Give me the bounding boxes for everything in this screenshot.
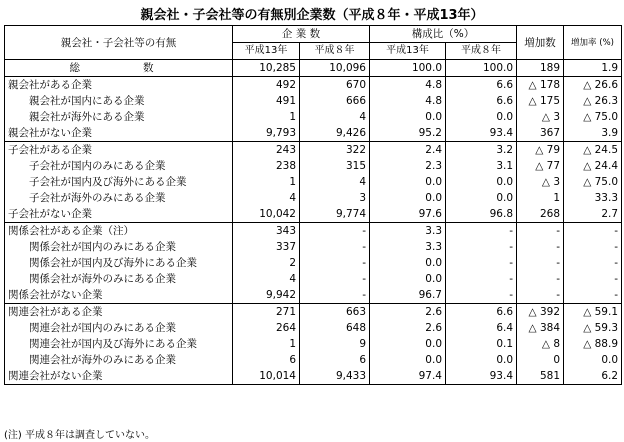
cell-count-h8: - xyxy=(300,271,370,287)
row-label: 関連会社が国内及び海外にある企業 xyxy=(5,336,233,352)
cell-ratio-h13: 0.0 xyxy=(370,109,446,125)
cell-ratio-h8: 3.1 xyxy=(446,158,517,174)
cell-ratio-h8: 96.8 xyxy=(446,206,517,223)
header-companies-h8: 平成８年 xyxy=(300,43,370,60)
cell-count-h13: 343 xyxy=(233,223,300,240)
cell-rate: △ 88.9 xyxy=(564,336,622,352)
table-row xyxy=(5,93,622,109)
cell-ratio-h8: 6.6 xyxy=(446,93,517,109)
cell-count-h8: 10,096 xyxy=(300,60,370,77)
cell-ratio-h8: - xyxy=(446,271,517,287)
cell-ratio-h8: 0.0 xyxy=(446,190,517,206)
enterprise-table xyxy=(4,25,622,385)
cell-increase: 581 xyxy=(517,368,564,385)
header-ratio-h13: 平成13年 xyxy=(370,43,446,60)
cell-rate: △ 75.0 xyxy=(564,174,622,190)
cell-increase: △ 79 xyxy=(517,142,564,159)
header-companies: 企 業 数 xyxy=(233,26,370,43)
cell-ratio-h13: 0.0 xyxy=(370,255,446,271)
cell-ratio-h8: 6.6 xyxy=(446,77,517,94)
row-label: 親会社がある企業 xyxy=(5,77,233,94)
cell-rate: △ 75.0 xyxy=(564,109,622,125)
cell-ratio-h13: 0.0 xyxy=(370,336,446,352)
cell-ratio-h8: - xyxy=(446,239,517,255)
cell-increase: △ 8 xyxy=(517,336,564,352)
table-row xyxy=(5,368,622,385)
cell-count-h13: 337 xyxy=(233,239,300,255)
table-row xyxy=(5,352,622,368)
cell-ratio-h13: 96.7 xyxy=(370,287,446,304)
row-label: 親会社が海外にある企業 xyxy=(5,109,233,125)
table-row xyxy=(5,287,622,304)
footnote: (注) 平成８年は調査していない。 xyxy=(4,430,155,441)
cell-rate: 33.3 xyxy=(564,190,622,206)
cell-ratio-h13: 4.8 xyxy=(370,93,446,109)
row-label: 親会社がない企業 xyxy=(5,125,233,142)
cell-count-h8: 4 xyxy=(300,174,370,190)
cell-increase: △ 3 xyxy=(517,109,564,125)
cell-rate: △ 26.6 xyxy=(564,77,622,94)
cell-count-h13: 491 xyxy=(233,93,300,109)
cell-rate: 2.7 xyxy=(564,206,622,223)
row-label: 子会社が海外のみにある企業 xyxy=(5,190,233,206)
header-ratio-h8: 平成８年 xyxy=(446,43,517,60)
cell-count-h13: 9,942 xyxy=(233,287,300,304)
cell-count-h13: 271 xyxy=(233,304,300,321)
cell-rate: △ 24.4 xyxy=(564,158,622,174)
cell-rate: 1.9 xyxy=(564,60,622,77)
cell-ratio-h13: 0.0 xyxy=(370,271,446,287)
row-label: 関連会社が国内のみにある企業 xyxy=(5,320,233,336)
cell-ratio-h13: 3.3 xyxy=(370,239,446,255)
cell-ratio-h13: 95.2 xyxy=(370,125,446,142)
cell-rate: △ 59.1 xyxy=(564,304,622,321)
row-label: 関係会社がない企業 xyxy=(5,287,233,304)
header-category: 親会社・子会社等の有無 xyxy=(5,26,233,60)
cell-count-h13: 10,042 xyxy=(233,206,300,223)
cell-ratio-h13: 97.6 xyxy=(370,206,446,223)
table-row xyxy=(5,255,622,271)
table-row xyxy=(5,190,622,206)
table-row xyxy=(5,206,622,223)
cell-count-h13: 1 xyxy=(233,109,300,125)
table-row xyxy=(5,142,622,159)
cell-increase: - xyxy=(517,255,564,271)
cell-rate: - xyxy=(564,223,622,240)
cell-count-h13: 243 xyxy=(233,142,300,159)
cell-increase: - xyxy=(517,287,564,304)
header-companies-h13: 平成13年 xyxy=(233,43,300,60)
cell-count-h13: 264 xyxy=(233,320,300,336)
cell-count-h13: 1 xyxy=(233,336,300,352)
header-rate: 増加率 (%) xyxy=(564,26,622,60)
row-label: 関係会社が国内及び海外にある企業 xyxy=(5,255,233,271)
cell-rate: △ 26.3 xyxy=(564,93,622,109)
cell-rate: - xyxy=(564,239,622,255)
cell-count-h8: - xyxy=(300,287,370,304)
cell-count-h8: 3 xyxy=(300,190,370,206)
row-label: 子会社が国内のみにある企業 xyxy=(5,158,233,174)
cell-count-h8: 670 xyxy=(300,77,370,94)
cell-ratio-h8: 0.1 xyxy=(446,336,517,352)
cell-increase: △ 3 xyxy=(517,174,564,190)
row-label: 関連会社がない企業 xyxy=(5,368,233,385)
row-label: 子会社がある企業 xyxy=(5,142,233,159)
cell-count-h8: - xyxy=(300,223,370,240)
cell-count-h8: 6 xyxy=(300,352,370,368)
cell-ratio-h8: 93.4 xyxy=(446,368,517,385)
cell-count-h8: 9,426 xyxy=(300,125,370,142)
cell-rate: - xyxy=(564,255,622,271)
row-label: 総 数 xyxy=(5,60,233,77)
cell-ratio-h8: 6.4 xyxy=(446,320,517,336)
cell-increase: 268 xyxy=(517,206,564,223)
cell-increase: - xyxy=(517,271,564,287)
header-row-1 xyxy=(5,26,622,43)
cell-increase: △ 392 xyxy=(517,304,564,321)
cell-ratio-h8: 0.0 xyxy=(446,352,517,368)
cell-count-h13: 4 xyxy=(233,190,300,206)
cell-count-h8: 322 xyxy=(300,142,370,159)
cell-rate: - xyxy=(564,271,622,287)
cell-rate: 6.2 xyxy=(564,368,622,385)
cell-ratio-h8: - xyxy=(446,287,517,304)
table-row xyxy=(5,336,622,352)
cell-ratio-h8: 100.0 xyxy=(446,60,517,77)
cell-increase: 1 xyxy=(517,190,564,206)
cell-rate: △ 24.5 xyxy=(564,142,622,159)
page-title: 親会社・子会社等の有無別企業数（平成８年・平成13年） xyxy=(140,8,484,23)
row-label: 親会社が国内にある企業 xyxy=(5,93,233,109)
table-row xyxy=(5,271,622,287)
cell-increase: △ 384 xyxy=(517,320,564,336)
cell-increase: - xyxy=(517,239,564,255)
row-label: 子会社がない企業 xyxy=(5,206,233,223)
cell-count-h13: 492 xyxy=(233,77,300,94)
cell-ratio-h8: 0.0 xyxy=(446,174,517,190)
cell-count-h8: - xyxy=(300,255,370,271)
cell-ratio-h13: 2.6 xyxy=(370,320,446,336)
cell-count-h8: 9,433 xyxy=(300,368,370,385)
cell-ratio-h8: 0.0 xyxy=(446,109,517,125)
table-row xyxy=(5,174,622,190)
cell-ratio-h13: 0.0 xyxy=(370,352,446,368)
cell-count-h8: 666 xyxy=(300,93,370,109)
cell-rate: 0.0 xyxy=(564,352,622,368)
table-row xyxy=(5,109,622,125)
row-label: 関係会社が海外のみにある企業 xyxy=(5,271,233,287)
cell-ratio-h13: 97.4 xyxy=(370,368,446,385)
cell-ratio-h8: - xyxy=(446,255,517,271)
header-ratio: 構成比（%） xyxy=(370,26,517,43)
row-label: 子会社が国内及び海外にある企業 xyxy=(5,174,233,190)
table-row xyxy=(5,239,622,255)
cell-count-h13: 10,014 xyxy=(233,368,300,385)
cell-ratio-h8: 93.4 xyxy=(446,125,517,142)
cell-count-h13: 9,793 xyxy=(233,125,300,142)
table-row xyxy=(5,125,622,142)
cell-ratio-h8: 3.2 xyxy=(446,142,517,159)
cell-count-h13: 1 xyxy=(233,174,300,190)
cell-increase: △ 77 xyxy=(517,158,564,174)
table-row xyxy=(5,158,622,174)
cell-count-h8: 663 xyxy=(300,304,370,321)
cell-count-h8: 9,774 xyxy=(300,206,370,223)
cell-increase: 189 xyxy=(517,60,564,77)
cell-ratio-h13: 100.0 xyxy=(370,60,446,77)
row-label: 関係会社がある企業（注） xyxy=(5,223,233,240)
row-label: 関連会社が海外のみにある企業 xyxy=(5,352,233,368)
cell-increase: 0 xyxy=(517,352,564,368)
cell-increase: - xyxy=(517,223,564,240)
cell-increase: △ 175 xyxy=(517,93,564,109)
table-row xyxy=(5,320,622,336)
table-row xyxy=(5,304,622,321)
cell-rate: △ 59.3 xyxy=(564,320,622,336)
cell-count-h13: 2 xyxy=(233,255,300,271)
cell-ratio-h13: 0.0 xyxy=(370,190,446,206)
table-row xyxy=(5,223,622,240)
table-row xyxy=(5,77,622,94)
cell-count-h8: - xyxy=(300,239,370,255)
cell-count-h8: 315 xyxy=(300,158,370,174)
cell-count-h13: 10,285 xyxy=(233,60,300,77)
cell-count-h13: 6 xyxy=(233,352,300,368)
cell-rate: - xyxy=(564,287,622,304)
cell-ratio-h8: 6.6 xyxy=(446,304,517,321)
cell-count-h13: 4 xyxy=(233,271,300,287)
header-increase: 増加数 xyxy=(517,26,564,60)
cell-increase: 367 xyxy=(517,125,564,142)
row-label: 関係会社が国内のみにある企業 xyxy=(5,239,233,255)
cell-count-h8: 4 xyxy=(300,109,370,125)
cell-rate: 3.9 xyxy=(564,125,622,142)
cell-ratio-h13: 4.8 xyxy=(370,77,446,94)
cell-ratio-h13: 3.3 xyxy=(370,223,446,240)
cell-ratio-h13: 2.3 xyxy=(370,158,446,174)
cell-ratio-h8: - xyxy=(446,223,517,240)
row-label: 関連会社がある企業 xyxy=(5,304,233,321)
cell-ratio-h13: 0.0 xyxy=(370,174,446,190)
cell-count-h8: 648 xyxy=(300,320,370,336)
cell-ratio-h13: 2.4 xyxy=(370,142,446,159)
cell-increase: △ 178 xyxy=(517,77,564,94)
cell-ratio-h13: 2.6 xyxy=(370,304,446,321)
table-row-total xyxy=(5,60,622,77)
cell-count-h8: 9 xyxy=(300,336,370,352)
cell-count-h13: 238 xyxy=(233,158,300,174)
